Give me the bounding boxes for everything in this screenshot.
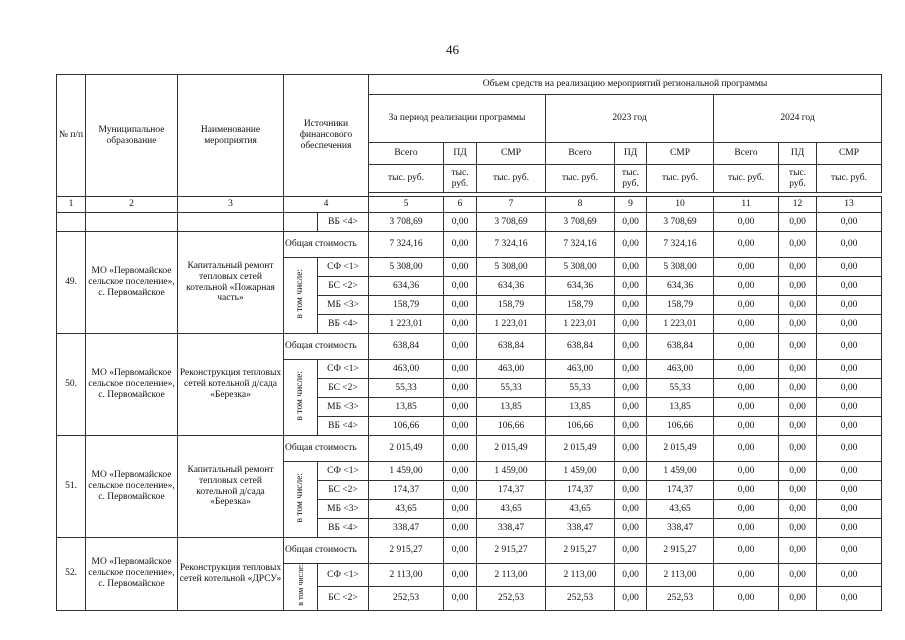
value-cell: 0,00	[779, 258, 817, 277]
value-cell: 0,00	[615, 277, 647, 296]
column-number: 1	[57, 197, 86, 213]
value-cell: 55,33	[546, 379, 615, 398]
header-volume: Объем средств на реализацию мероприятий региональной программы	[369, 75, 882, 95]
source-label: БС <2>	[318, 379, 369, 398]
municipality: МО «Первомайское сельское поселение», с. Первомайское	[86, 538, 178, 611]
value-cell: 0,00	[714, 417, 779, 436]
value-cell: 1 459,00	[369, 462, 444, 481]
column-number: 9	[615, 197, 647, 213]
value-cell: 0,00	[444, 398, 477, 417]
value-cell: 0,00	[779, 538, 817, 564]
project-number: 50.	[57, 334, 86, 436]
value-cell: 0,00	[615, 398, 647, 417]
source-label: СФ <1>	[318, 360, 369, 379]
source-label: ВБ <4>	[318, 315, 369, 334]
project-number: 52.	[57, 538, 86, 611]
value-cell: 0,00	[615, 296, 647, 315]
header-unit: тыс. руб.	[444, 165, 477, 193]
value-cell: 0,00	[779, 277, 817, 296]
value-cell: 55,33	[369, 379, 444, 398]
value-cell: 0,00	[444, 436, 477, 462]
value-cell: 0,00	[817, 315, 882, 334]
value-cell: 2 113,00	[647, 564, 714, 587]
incl-label: в том числе:	[295, 370, 306, 421]
header-2023: 2023 год	[546, 95, 714, 143]
value-cell: 174,37	[546, 481, 615, 500]
column-number: 13	[817, 197, 882, 213]
value-cell: 0,00	[779, 481, 817, 500]
value-cell: 174,37	[647, 481, 714, 500]
header-smr: СМР	[817, 143, 882, 165]
value-cell: 252,53	[546, 587, 615, 610]
value-cell: 2 113,00	[546, 564, 615, 587]
value-cell: 55,33	[647, 379, 714, 398]
value-cell: 0,00	[779, 296, 817, 315]
value-cell: 0,00	[444, 379, 477, 398]
value-cell: 0,00	[817, 360, 882, 379]
value-cell: 5 308,00	[546, 258, 615, 277]
value-cell: 13,85	[369, 398, 444, 417]
header-smr: СМР	[647, 143, 714, 165]
value-cell: 106,66	[546, 417, 615, 436]
column-number: 3	[178, 197, 284, 213]
table-row	[57, 436, 882, 462]
value-cell: 0,00	[817, 213, 882, 232]
source-label: МБ <3>	[318, 500, 369, 519]
value-cell: 0,00	[714, 213, 779, 232]
value-cell: 1 459,00	[647, 462, 714, 481]
value-cell: 2 915,27	[369, 538, 444, 564]
value-cell: 463,00	[647, 360, 714, 379]
value-cell: 2 015,49	[546, 436, 615, 462]
value-cell: 0,00	[779, 564, 817, 587]
value-cell: 158,79	[647, 296, 714, 315]
value-cell: 0,00	[444, 538, 477, 564]
value-cell: 0,00	[779, 315, 817, 334]
value-cell: 0,00	[714, 564, 779, 587]
header-total: Всего	[546, 143, 615, 165]
value-cell: 252,53	[477, 587, 546, 610]
value-cell: 43,65	[369, 500, 444, 519]
value-cell: 634,36	[546, 277, 615, 296]
source-label: МБ <3>	[318, 296, 369, 315]
value-cell: 1 223,01	[546, 315, 615, 334]
value-cell: 7 324,16	[546, 232, 615, 258]
incl-cell	[284, 258, 318, 334]
event-name: Капитальный ремонт тепловых сетей котельной «Пожарная часть»	[178, 232, 284, 334]
value-cell: 5 308,00	[647, 258, 714, 277]
value-cell: 3 708,69	[647, 213, 714, 232]
source-label: СФ <1>	[318, 258, 369, 277]
event-name: Капитальный ремонт тепловых сетей котельной д/сада «Березка»	[178, 436, 284, 538]
event-name: Реконструкция тепловых сетей котельной «ДРСУ»	[178, 538, 284, 611]
value-cell: 0,00	[615, 315, 647, 334]
incl-cell	[284, 360, 318, 436]
total-cost-label: Общая стоимость	[284, 436, 369, 462]
value-cell: 0,00	[714, 481, 779, 500]
value-cell: 0,00	[817, 587, 882, 610]
project-number: 49.	[57, 232, 86, 334]
value-cell: 106,66	[477, 417, 546, 436]
column-number: 5	[369, 197, 444, 213]
value-cell: 3 708,69	[369, 213, 444, 232]
column-number: 2	[86, 197, 178, 213]
value-cell: 0,00	[444, 587, 477, 610]
value-cell: 0,00	[779, 519, 817, 538]
value-cell: 0,00	[817, 398, 882, 417]
value-cell: 0,00	[444, 334, 477, 360]
value-cell: 0,00	[779, 213, 817, 232]
value-cell: 0,00	[444, 500, 477, 519]
value-cell: 0,00	[714, 500, 779, 519]
header-pd: ПД	[779, 143, 817, 165]
value-cell: 7 324,16	[477, 232, 546, 258]
column-number: 4	[284, 197, 369, 213]
value-cell: 338,47	[369, 519, 444, 538]
header-unit: тыс. руб.	[714, 165, 779, 193]
value-cell: 0,00	[817, 417, 882, 436]
value-cell: 2 015,49	[647, 436, 714, 462]
value-cell: 0,00	[615, 564, 647, 587]
source-label: ВБ <4>	[318, 417, 369, 436]
value-cell: 0,00	[615, 481, 647, 500]
value-cell: 158,79	[369, 296, 444, 315]
source-label: СФ <1>	[318, 462, 369, 481]
mo-cell	[86, 213, 178, 232]
value-cell: 252,53	[369, 587, 444, 610]
value-cell: 5 308,00	[369, 258, 444, 277]
project-number: 51.	[57, 436, 86, 538]
value-cell: 106,66	[647, 417, 714, 436]
value-cell: 0,00	[615, 417, 647, 436]
value-cell: 2 113,00	[369, 564, 444, 587]
value-cell: 0,00	[444, 296, 477, 315]
value-cell: 0,00	[817, 296, 882, 315]
value-cell: 0,00	[817, 462, 882, 481]
value-cell: 0,00	[714, 379, 779, 398]
header-unit: тыс. руб.	[647, 165, 714, 193]
header-unit: тыс. руб.	[779, 165, 817, 193]
value-cell: 0,00	[817, 500, 882, 519]
header-period: За период реализации программы	[369, 95, 546, 143]
value-cell: 2 113,00	[477, 564, 546, 587]
value-cell: 0,00	[779, 587, 817, 610]
column-number: 11	[714, 197, 779, 213]
value-cell: 634,36	[369, 277, 444, 296]
value-cell: 463,00	[369, 360, 444, 379]
value-cell: 0,00	[779, 462, 817, 481]
header-mo: Муниципальное образование	[86, 75, 178, 197]
value-cell: 0,00	[714, 232, 779, 258]
value-cell: 0,00	[615, 360, 647, 379]
value-cell: 0,00	[779, 334, 817, 360]
value-cell: 0,00	[615, 213, 647, 232]
value-cell: 0,00	[444, 315, 477, 334]
value-cell: 0,00	[615, 538, 647, 564]
incl-label: в том числе:	[295, 564, 305, 606]
funding-table	[56, 74, 882, 611]
value-cell: 338,47	[647, 519, 714, 538]
header-total: Всего	[369, 143, 444, 165]
value-cell: 634,36	[647, 277, 714, 296]
value-cell: 2 015,49	[369, 436, 444, 462]
value-cell: 634,36	[477, 277, 546, 296]
value-cell: 0,00	[817, 232, 882, 258]
value-cell: 0,00	[714, 462, 779, 481]
header-pd: ПД	[444, 143, 477, 165]
value-cell: 0,00	[714, 436, 779, 462]
value-cell: 43,65	[546, 500, 615, 519]
value-cell: 1 459,00	[546, 462, 615, 481]
value-cell: 0,00	[615, 587, 647, 610]
table-row	[57, 213, 882, 232]
value-cell: 0,00	[615, 500, 647, 519]
value-cell: 0,00	[615, 462, 647, 481]
value-cell: 3 708,69	[477, 213, 546, 232]
value-cell: 43,65	[647, 500, 714, 519]
value-cell: 463,00	[546, 360, 615, 379]
value-cell: 0,00	[444, 258, 477, 277]
municipality: МО «Первомайское сельское поселение», с. Первомайское	[86, 334, 178, 436]
column-number: 12	[779, 197, 817, 213]
header-num: № п/п	[57, 75, 86, 197]
header-2024: 2024 год	[714, 95, 882, 143]
value-cell: 0,00	[615, 519, 647, 538]
value-cell: 338,47	[546, 519, 615, 538]
value-cell: 174,37	[477, 481, 546, 500]
source-label: ВБ <4>	[318, 519, 369, 538]
value-cell: 55,33	[477, 379, 546, 398]
municipality: МО «Первомайское сельское поселение», с. Первомайское	[86, 232, 178, 334]
value-cell: 106,66	[369, 417, 444, 436]
value-cell: 638,84	[647, 334, 714, 360]
source-label: БС <2>	[318, 481, 369, 500]
value-cell: 7 324,16	[647, 232, 714, 258]
value-cell: 0,00	[444, 277, 477, 296]
value-cell: 0,00	[615, 436, 647, 462]
value-cell: 1 459,00	[477, 462, 546, 481]
value-cell: 0,00	[714, 334, 779, 360]
header-sources: Источники финансового обеспечения	[284, 75, 369, 197]
value-cell: 0,00	[714, 360, 779, 379]
header-event: Наименование мероприятия	[178, 75, 284, 197]
value-cell: 0,00	[714, 277, 779, 296]
source-label: БС <2>	[318, 587, 369, 610]
value-cell: 1 223,01	[477, 315, 546, 334]
page-number: 46	[446, 42, 459, 57]
table-row	[57, 334, 882, 360]
value-cell: 0,00	[714, 519, 779, 538]
value-cell: 0,00	[714, 258, 779, 277]
value-cell: 5 308,00	[477, 258, 546, 277]
value-cell: 2 915,27	[647, 538, 714, 564]
value-cell: 0,00	[779, 360, 817, 379]
value-cell: 252,53	[647, 587, 714, 610]
value-cell: 0,00	[714, 315, 779, 334]
header-unit: тыс. руб.	[369, 165, 444, 193]
value-cell: 638,84	[477, 334, 546, 360]
value-cell: 338,47	[477, 519, 546, 538]
header-unit: тыс. руб.	[615, 165, 647, 193]
incl-label: в том числе:	[295, 472, 306, 523]
header-smr: СМР	[477, 143, 546, 165]
table-row	[57, 538, 882, 564]
value-cell: 0,00	[817, 538, 882, 564]
header-total: Всего	[714, 143, 779, 165]
value-cell: 0,00	[817, 519, 882, 538]
source-label: БС <2>	[318, 277, 369, 296]
value-cell: 0,00	[444, 360, 477, 379]
value-cell: 0,00	[444, 232, 477, 258]
value-cell: 0,00	[817, 277, 882, 296]
value-cell: 1 223,01	[369, 315, 444, 334]
value-cell: 2 015,49	[477, 436, 546, 462]
incl-cell	[284, 213, 318, 232]
value-cell: 0,00	[817, 481, 882, 500]
column-number: 8	[546, 197, 615, 213]
value-cell: 2 915,27	[546, 538, 615, 564]
value-cell: 0,00	[444, 564, 477, 587]
incl-cell	[284, 462, 318, 538]
value-cell: 0,00	[779, 398, 817, 417]
value-cell: 0,00	[817, 334, 882, 360]
column-number: 10	[647, 197, 714, 213]
event-cell	[178, 213, 284, 232]
source-label: ВБ <4>	[318, 213, 369, 232]
header-pd: ПД	[615, 143, 647, 165]
value-cell: 1 223,01	[647, 315, 714, 334]
source-label: СФ <1>	[318, 564, 369, 587]
value-cell: 638,84	[369, 334, 444, 360]
column-number: 7	[477, 197, 546, 213]
value-cell: 174,37	[369, 481, 444, 500]
value-cell: 0,00	[444, 481, 477, 500]
header-unit: тыс. руб.	[546, 165, 615, 193]
header-unit: тыс. руб.	[477, 165, 546, 193]
value-cell: 0,00	[714, 587, 779, 610]
value-cell: 0,00	[714, 398, 779, 417]
value-cell: 0,00	[615, 334, 647, 360]
value-cell: 13,85	[546, 398, 615, 417]
value-cell: 0,00	[615, 258, 647, 277]
table-row	[57, 232, 882, 258]
value-cell: 0,00	[817, 564, 882, 587]
value-cell: 0,00	[444, 417, 477, 436]
value-cell: 43,65	[477, 500, 546, 519]
value-cell: 0,00	[444, 213, 477, 232]
value-cell: 13,85	[647, 398, 714, 417]
num-cell	[57, 213, 86, 232]
value-cell: 13,85	[477, 398, 546, 417]
total-cost-label: Общая стоимость	[284, 232, 369, 258]
value-cell: 0,00	[714, 538, 779, 564]
value-cell: 0,00	[817, 436, 882, 462]
value-cell: 158,79	[477, 296, 546, 315]
incl-cell	[284, 564, 318, 611]
value-cell: 0,00	[817, 379, 882, 398]
value-cell: 0,00	[779, 232, 817, 258]
value-cell: 0,00	[779, 379, 817, 398]
source-label: МБ <3>	[318, 398, 369, 417]
header-unit: тыс. руб.	[817, 165, 882, 193]
value-cell: 3 708,69	[546, 213, 615, 232]
total-cost-label: Общая стоимость	[284, 538, 369, 564]
value-cell: 2 915,27	[477, 538, 546, 564]
value-cell: 7 324,16	[369, 232, 444, 258]
value-cell: 158,79	[546, 296, 615, 315]
value-cell: 0,00	[817, 258, 882, 277]
value-cell: 0,00	[444, 462, 477, 481]
column-number: 6	[444, 197, 477, 213]
incl-label: в том числе:	[295, 268, 306, 319]
event-name: Реконструкция тепловых сетей котельной д/сада «Березка»	[178, 334, 284, 436]
value-cell: 0,00	[779, 417, 817, 436]
value-cell: 463,00	[477, 360, 546, 379]
municipality: МО «Первомайское сельское поселение», с. Первомайское	[86, 436, 178, 538]
value-cell: 638,84	[546, 334, 615, 360]
value-cell: 0,00	[779, 436, 817, 462]
value-cell: 0,00	[444, 519, 477, 538]
value-cell: 0,00	[615, 379, 647, 398]
value-cell: 0,00	[714, 296, 779, 315]
total-cost-label: Общая стоимость	[284, 334, 369, 360]
value-cell: 0,00	[615, 232, 647, 258]
value-cell: 0,00	[779, 500, 817, 519]
